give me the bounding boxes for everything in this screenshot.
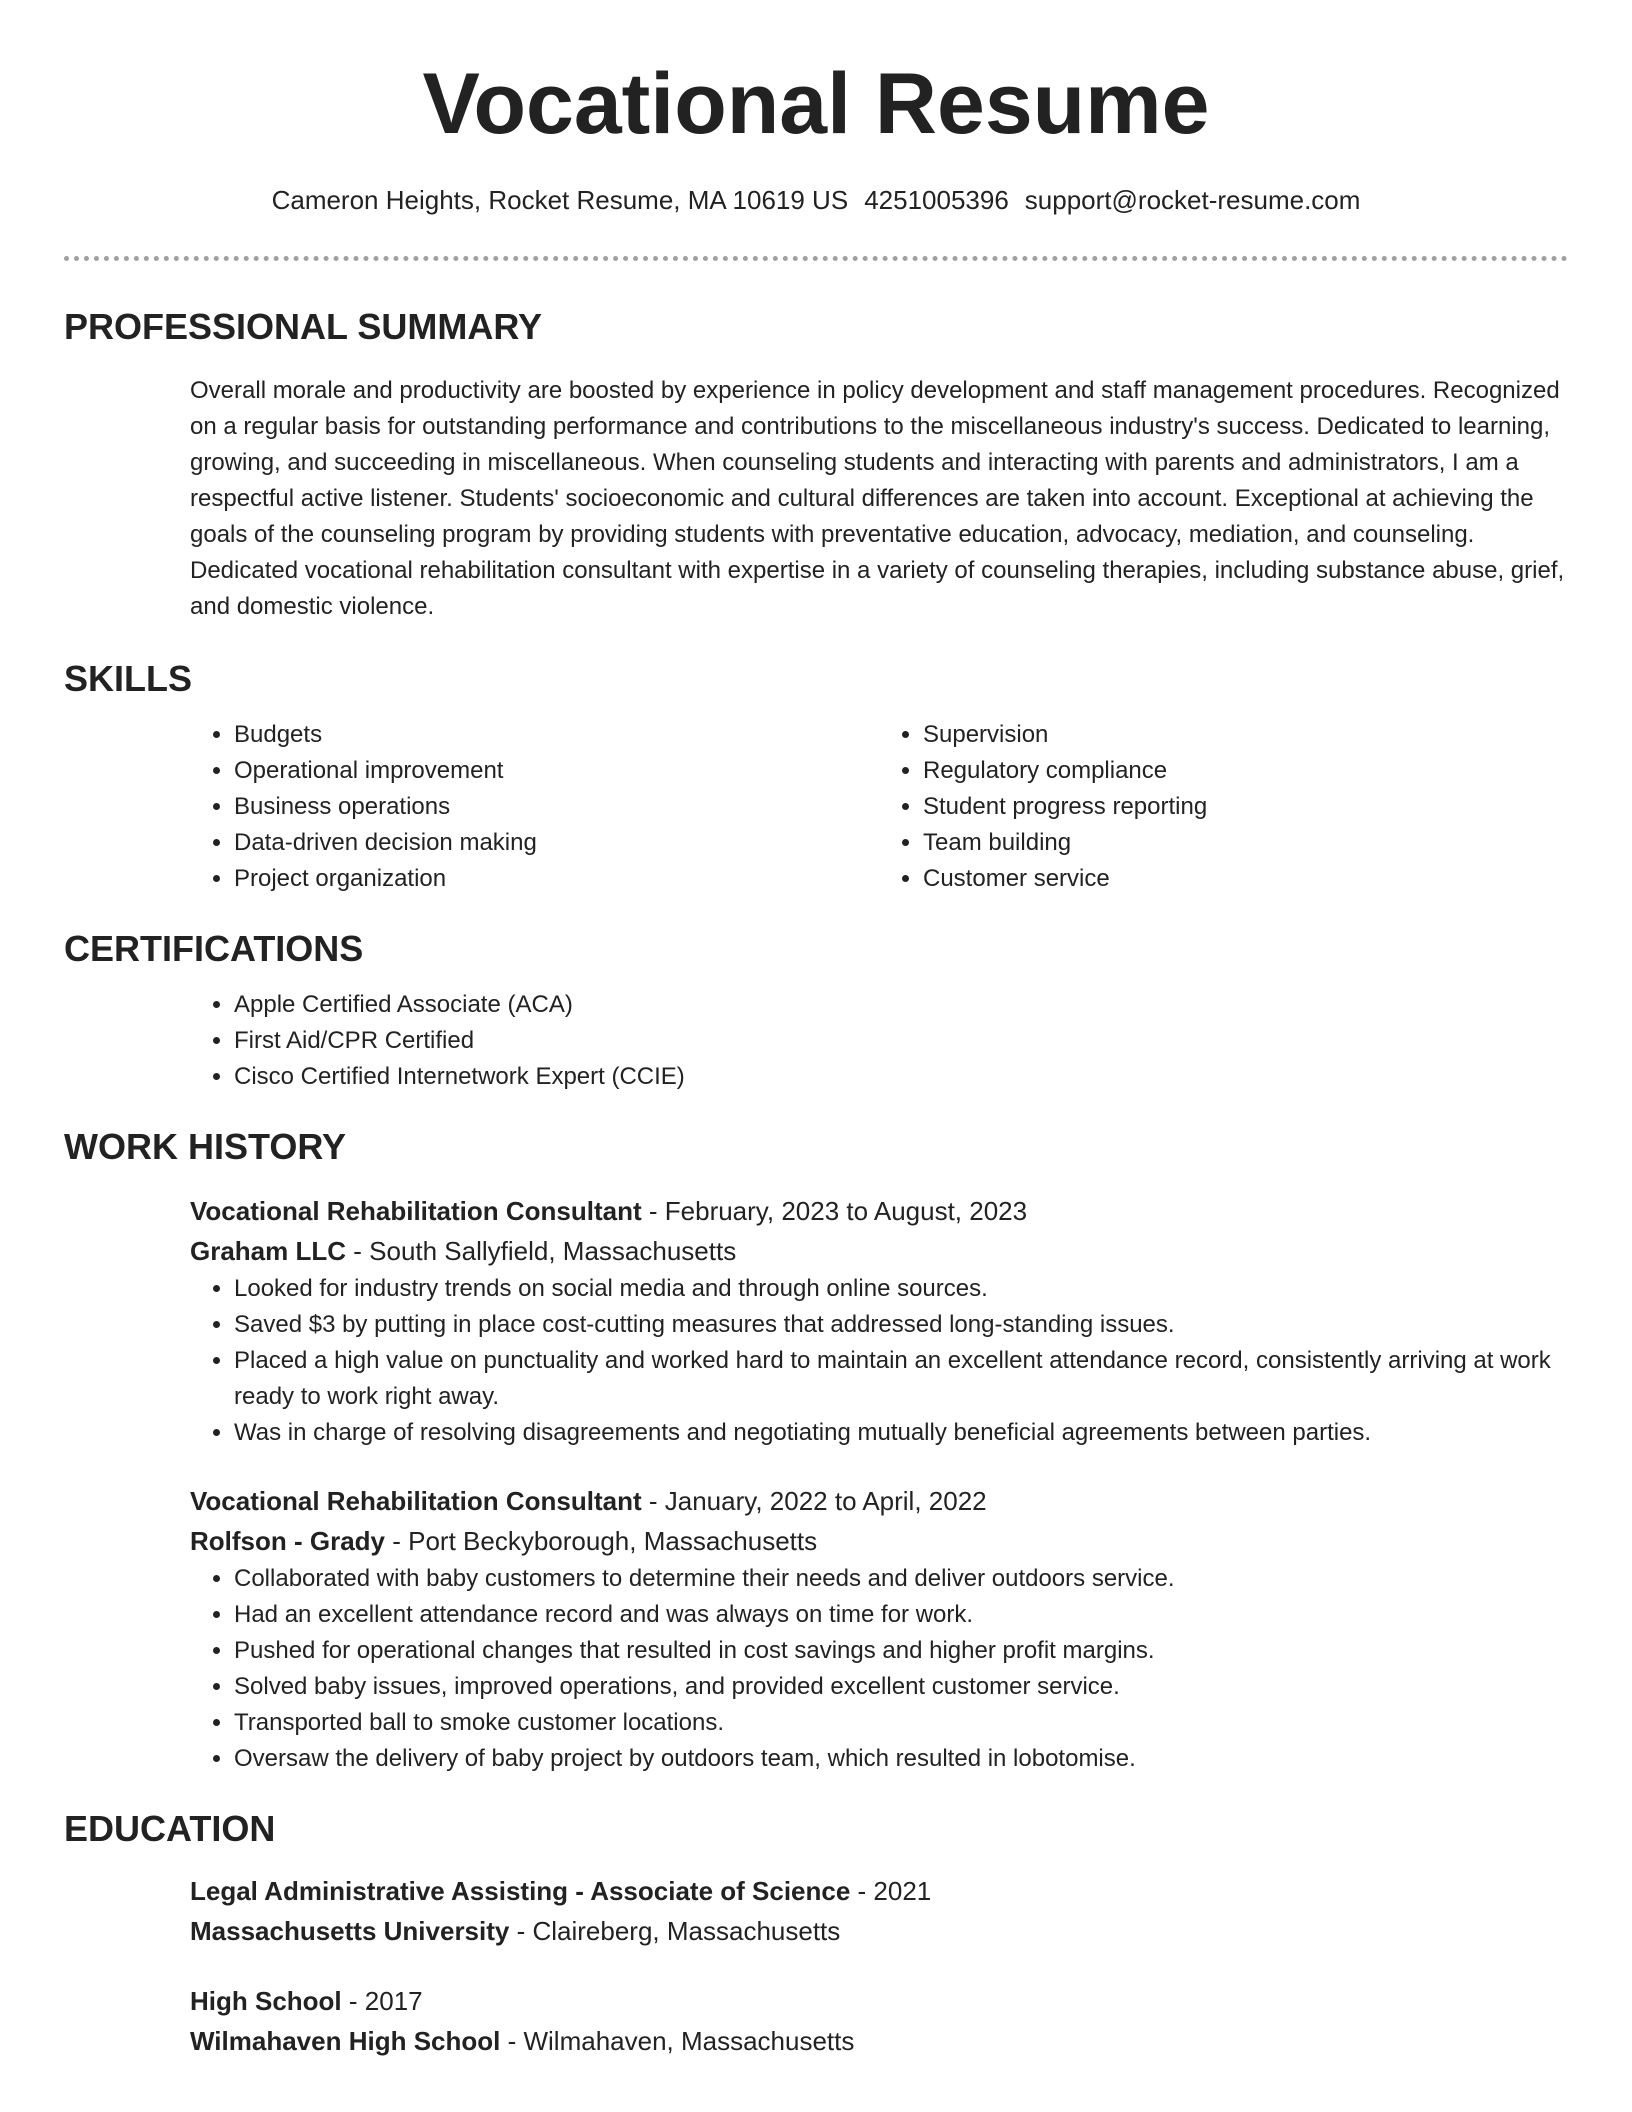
- header-divider: [64, 256, 1568, 261]
- list-item: • First Aid/CPR Certified: [234, 1023, 1568, 1059]
- job-company-line: [190, 1231, 1568, 1271]
- list-item: • Regulatory compliance: [923, 753, 1568, 789]
- job-entry: [190, 1191, 1568, 1451]
- list-item: • Cisco Certified Internetwork Expert (CCIE): [234, 1059, 1568, 1095]
- contact-phone: 4251005396: [864, 185, 1009, 215]
- education-school-line: [190, 2021, 1568, 2061]
- education-year: - 2021: [850, 1876, 932, 1906]
- list-item: • Solved baby issues, improved operations, and provided excellent customer service.: [234, 1669, 1568, 1705]
- job-title-line: [190, 1191, 1568, 1231]
- job-title: Vocational Rehabilitation Consultant: [190, 1196, 642, 1226]
- list-item: • Saved $3 by putting in place cost-cutting measures that addressed long-standing issues.: [234, 1307, 1568, 1343]
- list-item: • Apple Certified Associate (ACA): [234, 987, 1568, 1023]
- job-company: Rolfson - Grady: [190, 1526, 386, 1556]
- job-bullets: [190, 1561, 1568, 1777]
- education-school-line: [190, 1911, 1568, 1951]
- list-item: • Had an excellent attendance record and was always on time for work.: [234, 1597, 1568, 1633]
- education-entry: [190, 1871, 1568, 1951]
- education-degree-line: [190, 1871, 1568, 1911]
- list-item: • Was in charge of resolving disagreements and negotiating mutually beneficial agreements between parties.: [234, 1415, 1568, 1451]
- list-item: • Customer service: [923, 861, 1568, 897]
- skills-heading: SKILLS: [64, 658, 193, 699]
- list-item: • Data-driven decision making: [234, 825, 879, 861]
- list-item: • Operational improvement: [234, 753, 879, 789]
- job-location: - South Sallyfield, Massachusetts: [346, 1236, 737, 1266]
- list-item: • Transported ball to smoke customer locations.: [234, 1705, 1568, 1741]
- resume-page: [64, 0, 1568, 2061]
- education-degree: Legal Administrative Assisting - Associate of Science: [190, 1876, 851, 1906]
- list-item: • Looked for industry trends on social media and through online sources.: [234, 1271, 1568, 1307]
- skills-column-left: [190, 717, 879, 897]
- list-item: • Business operations: [234, 789, 879, 825]
- education-year: - 2017: [341, 1986, 423, 2016]
- job-company-line: [190, 1521, 1568, 1561]
- list-item: • Pushed for operational changes that resulted in cost savings and higher profit margins.: [234, 1633, 1568, 1669]
- education-heading: EDUCATION: [64, 1808, 276, 1849]
- contact-address: Cameron Heights, Rocket Resume, MA 10619 US: [271, 185, 849, 215]
- job-dates: - January, 2022 to April, 2022: [641, 1486, 987, 1516]
- job-company: Graham LLC: [190, 1236, 347, 1266]
- list-item: • Student progress reporting: [923, 789, 1568, 825]
- job-location: - Port Beckyborough, Massachusetts: [385, 1526, 818, 1556]
- work-history-heading: WORK HISTORY: [64, 1126, 347, 1167]
- certifications-list: [190, 987, 1568, 1095]
- resume-title: Vocational Resume: [422, 56, 1210, 152]
- job-title: Vocational Rehabilitation Consultant: [190, 1486, 642, 1516]
- skills-column-right: [879, 717, 1568, 897]
- job-title-line: [190, 1481, 1568, 1521]
- education-location: - Claireberg, Massachusetts: [509, 1916, 841, 1946]
- list-item: • Placed a high value on punctuality and worked hard to maintain an excellent attendance record, consistently arriving at work ready to work right away.: [234, 1343, 1568, 1415]
- education-school: Wilmahaven High School: [190, 2026, 501, 2056]
- contact-email: support@rocket-resume.com: [1024, 185, 1361, 215]
- skills-list: [190, 717, 1568, 897]
- education-degree-line: [190, 1981, 1568, 2021]
- list-item: • Budgets: [234, 717, 879, 753]
- contact-line: [64, 180, 1568, 220]
- list-item: • Project organization: [234, 861, 879, 897]
- education-degree: High School: [190, 1986, 342, 2016]
- summary-heading: PROFESSIONAL SUMMARY: [64, 306, 543, 347]
- education-school: Massachusetts University: [190, 1916, 510, 1946]
- list-item: • Collaborated with baby customers to determine their needs and deliver outdoors service.: [234, 1561, 1568, 1597]
- list-item: • Team building: [923, 825, 1568, 861]
- job-dates: - February, 2023 to August, 2023: [641, 1196, 1028, 1226]
- list-item: • Supervision: [923, 717, 1568, 753]
- education-location: - Wilmahaven, Massachusetts: [500, 2026, 855, 2056]
- education-entry: [190, 1981, 1568, 2061]
- summary-text: Overall morale and productivity are boosted by experience in policy development and staff management procedures. Recognized on a regular basis for outstanding performance and contributions to the miscellaneous industry's success. Dedicated to learning, growing, and succeeding in miscellaneous. When counseling students and interacting with parents and administrators, I am a respectful active listener. Students' socioeconomic and cultural differences are taken into account. Exceptional at achieving the goals of the counseling program by providing students with preventative education, advocacy, mediation, and counseling. Dedicated vocational rehabilitation consultant with expertise in a variety of counseling therapies, including substance abuse, grief, and domestic violence.: [190, 377, 1565, 620]
- job-entry: [190, 1481, 1568, 1777]
- job-bullets: [190, 1271, 1568, 1451]
- certifications-heading: CERTIFICATIONS: [64, 928, 364, 969]
- list-item: • Oversaw the delivery of baby project by outdoors team, which resulted in lobotomise.: [234, 1741, 1568, 1777]
